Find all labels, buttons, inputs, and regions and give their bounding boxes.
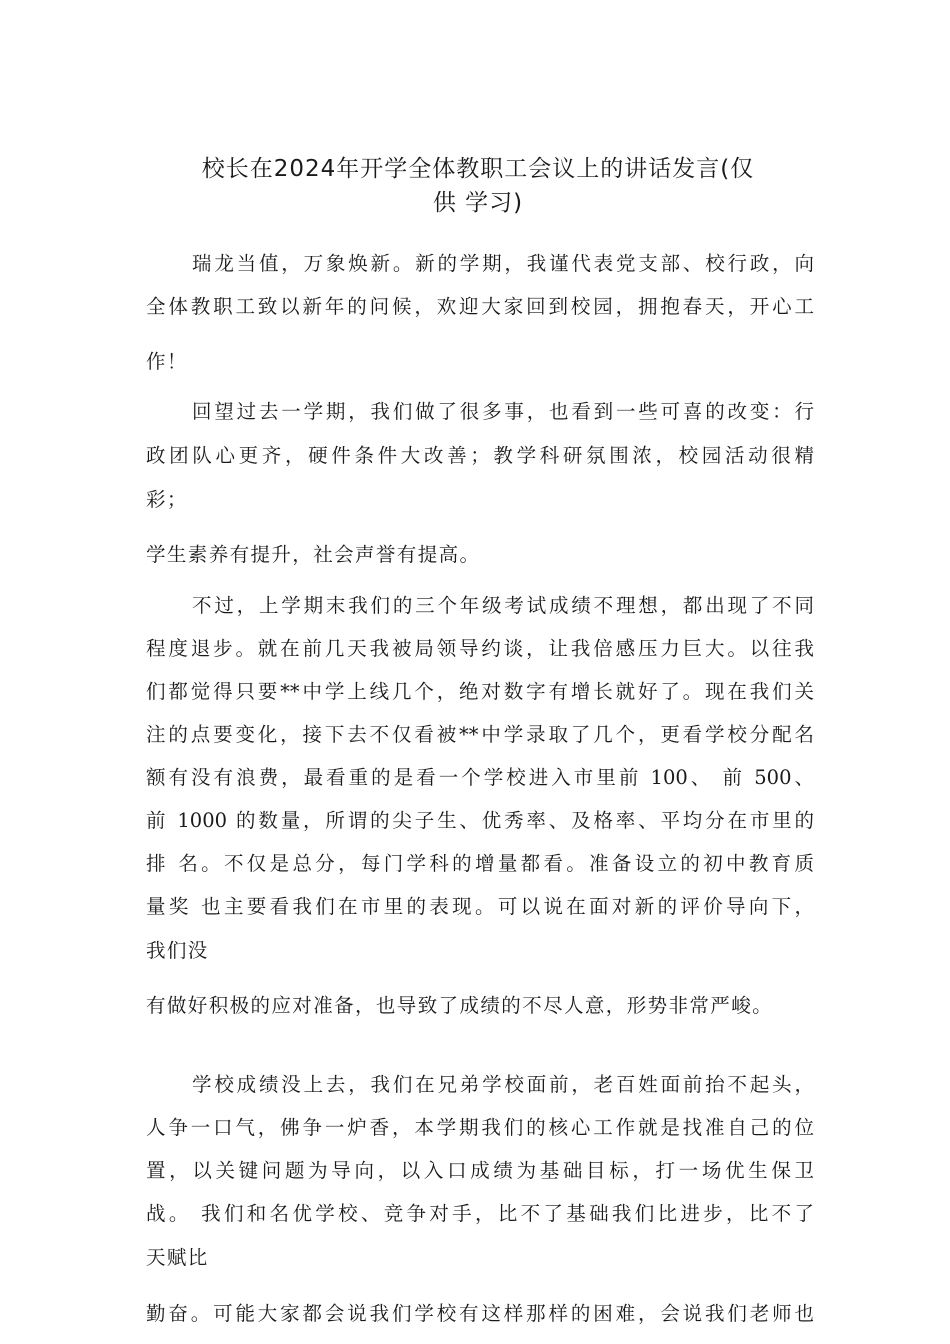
body-line: 学生素养有提升，社会声誉有提高。 [146,543,481,566]
title-line: 校长在2024年开学全体教职工会议上的讲话发言(仅 [201,156,755,182]
body-line: 政团队心更齐，硬件条件大改善；教学科研氛围浓，校园活动很精 [146,444,814,467]
document-title [146,152,810,220]
body-line: 天赋比 [146,1246,209,1269]
body-line: 学校成绩没上去，我们在兄弟学校面前，老百姓面前抬不起头， [192,1073,814,1096]
body-line: 排 名。不仅是总分，每门学科的增量都看。准备设立的初中教育质 [146,852,814,875]
body-line: 彩； [146,488,188,511]
title-line: 供 学习) [432,190,524,216]
body-line: 注的点要变化，接下去不仅看被**中学录取了几个，更看学校分配名 [146,723,814,746]
body-line: 有做好积极的应对准备，也导致了成绩的不尽人意，形势非常严峻。 [146,994,774,1017]
body-line: 勤奋。可能大家都会说我们学校有这样那样的困难，会说我们老师也 [146,1302,814,1325]
body-line: 作！ [146,350,188,373]
body-line: 战。 我们和名优学校、竞争对手，比不了基础我们比进步，比不了 [146,1202,814,1225]
body-line: 们都觉得只要**中学上线几个，绝对数字有增长就好了。现在我们关 [146,680,814,703]
body-line: 前 1000 的数量，所谓的尖子生、优秀率、及格率、平均分在市里的 [146,809,814,832]
body-line: 人争一口气，佛争一炉香，本学期我们的核心工作就是找准自己的位 [146,1116,814,1139]
body-line: 量奖 也主要看我们在市里的表现。可以说在面对新的评价导向下， [146,895,814,918]
body-line: 瑞龙当值，万象焕新。新的学期，我谨代表党支部、校行政，向 [192,252,814,275]
body-line: 回望过去一学期，我们做了很多事，也看到一些可喜的改变：行 [192,400,814,423]
body-line: 额有没有浪费，最看重的是看一个学校进入市里前 100、 前 500、 [146,766,814,789]
body-line: 置，以关键问题为导向，以入口成绩为基础目标，打一场优生保卫 [146,1159,814,1182]
body-line: 全体教职工致以新年的问候，欢迎大家回到校园，拥抱春天，开心工 [146,295,814,318]
body-line: 程度退步。就在前几天我被局领导约谈，让我倍感压力巨大。以往我 [146,637,814,660]
body-line: 不过，上学期末我们的三个年级考试成绩不理想，都出现了不同 [192,594,814,617]
body-line: 我们没 [146,939,209,962]
